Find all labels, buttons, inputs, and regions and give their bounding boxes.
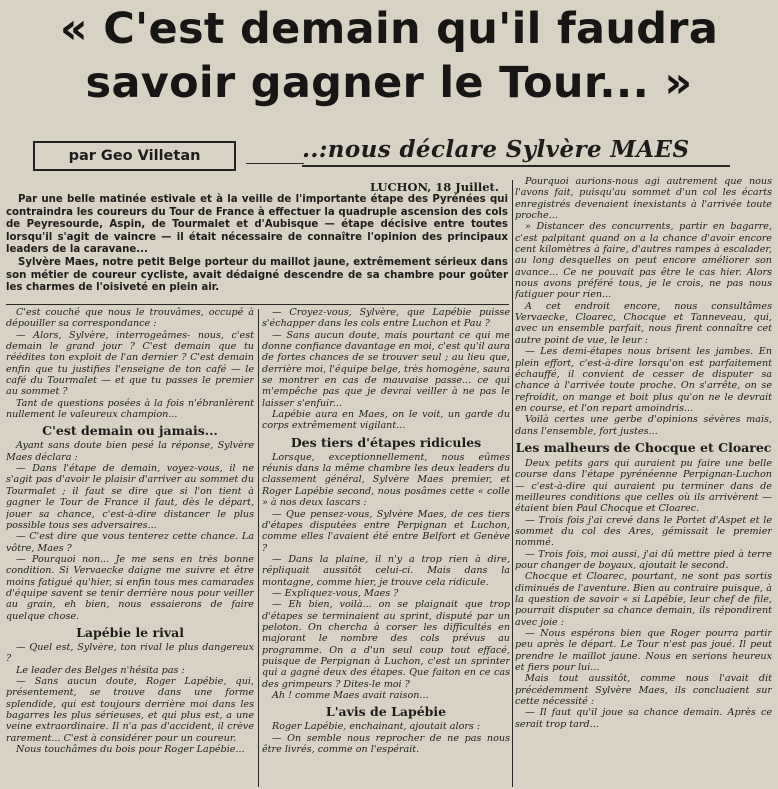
chapo-rule — [6, 304, 509, 305]
paragraph: — Dans l'étape de demain, voyez-vous, il ne s'agit pas d'avoir le plaisir d'arriver au sommet du Tourmalet ; il faut se dire que si l'on tient à gagner le Tour de France il faut, dès le départ, jouer sa chance, c'est-à-dire distancer le plus possible tous ses adversaires... — [6, 463, 254, 531]
paragraph: Pourquoi aurions-nous agi autrement que nous l'avons fait, puisqu'au sommet d'un col les écarts enregistrés devenaient inexistants à l'arrivée toute proche... — [515, 176, 772, 222]
paragraph: — Sans aucun doute, mais pourtant ce qui me donne confiance davantage en moi, c'est qu'il aura de fortes chances de se trouver seul ; au lieu que, derrière moi, l'équipe belge, très homogène, saura se montrer en cas de mauvaise passe... ce qui m'empêche pas que je devrai veiller à ne pas le laisser s'enfuir... — [262, 329, 510, 409]
paragraph: — Quel est, Sylvère, ton rival le plus dangereux ? — [6, 641, 254, 665]
paragraph: — Les demi-étapes nous brisent les jambes. En plein effort, c'est-à-dire lorsqu'on est parfaitement échauffé, il convient de cesser de disputer sa chance à l'arrivée toute proche. On s'arrête, on se refroidit, on mange et boit plus qu'on ne le devrait en course, et l'on repart amoindris... — [515, 346, 772, 414]
paragraph: C'est couché que nous le trouvâmes, occupé à dépouiller sa correspondance : — [6, 307, 254, 330]
paragraph: — Pourquoi non... Je me sens en très bonne condition. Si Vervaecke daigne me suivre et être moins fatigué qu'hier, si enfin tous mes camarades d'équipe savent se tenir derrière nous pour veiller au grain, eh bien, nous essaierons de faire quelque chose. — [6, 553, 254, 622]
paragraph: Ayant sans doute bien pesé la réponse, Sylvère Maes déclara : — [6, 440, 254, 463]
column-2 — [262, 307, 510, 789]
paragraph: — Alors, Sylvère, interrogeâmes- nous, c'est demain le grand jour ? C'est demain que tu réédites ton exploit de l'an dernier ? C'est demain enfin que tu justifies l'enseigne de ton café — le café du Tourmalet — et que tu passes le premier au sommet ? — [6, 329, 254, 398]
headline-line-2: savoir gagner le Tour... » — [85, 58, 693, 108]
section-heading: Lapébie le rival — [76, 624, 184, 640]
paragraph: Mais tout aussitôt, comme nous l'avait dit précédemment Sylvère Maes, ils concluaient sur cette nécessité : — [515, 673, 772, 708]
section-heading: Les malheurs de Chocque et Cloarec — [515, 439, 772, 455]
column-1 — [6, 307, 254, 789]
paragraph: — Expliquez-vous, Maes ? — [272, 587, 399, 599]
paragraph: — Trois fois, moi aussi, j'ai dû mettre pied à terre pour changer de boyaux, ajoutait le second. — [515, 548, 772, 571]
paragraph: — Nous espérons bien que Roger pourra partir peu après le départ. Le Tour n'est pas joué. Il peut prendre le maillot jaune. Nous en serions heureux et fiers pour lui... — [515, 628, 772, 674]
headline-line-1: « C'est demain qu'il faudra — [59, 4, 719, 54]
paragraph: Lapébie aura en Maes, on le voit, un garde du corps extrêmement vigilant... — [262, 409, 510, 432]
column-3 — [515, 176, 772, 789]
paragraph: — Croyez-vous, Sylvère, que Lapébie puisse s'échapper dans les cols entre Luchon et Pau ? — [262, 307, 510, 330]
paragraph: — Dans la plaine, il n'y a trop rien à dire, répliquait aussitôt celui-ci. Mais dans la montagne, comme hier, je trouve cela ridicule. — [262, 553, 510, 588]
section-heading: L'avis de Lapébie — [325, 704, 447, 720]
lead-paragraph — [6, 194, 508, 295]
subtitle: ..:nous déclare Sylvère MAES — [302, 136, 690, 163]
lead-paragraph-1: Par une belle matinée estivale et à la veille de l'importante étape des Pyrénées qui contraindra les coureurs du Tour de France à effectuer la quadruple ascension des cols de Peyresourde, Aspin, de Tourmalet et d'Aubisque — étape décisive entre toutes lorsqu'il s'agit de vaincre — il était nécessaire de connaître l'opinion des principaux leaders de la caravane... — [6, 194, 508, 256]
byline: par Geo Villetan — [33, 141, 236, 171]
column-rule-right — [512, 180, 513, 787]
section-heading: C'est demain ou jamais... — [42, 423, 218, 439]
paragraph: Chocque et Cloarec, pourtant, ne sont pas sortis diminués de l'aventure. Bien au contraire puisque, à la question de savoir « si Lapébie, leur chef de file, pourrait disputer sa chance demain, ils répondirent avec joie : — [515, 571, 772, 628]
paragraph: — Il faut qu'il joue sa chance demain. Après ce serait trop tard... — [515, 707, 772, 730]
paragraph: Ah ! comme Maes avait raison... — [272, 690, 429, 701]
paragraph: Voilà certes une gerbe d'opinions sévères mais, dans l'ensemble, fort justes... — [515, 414, 772, 437]
byline-rule — [246, 163, 304, 164]
paragraph: — Trois fois j'ai crevé dans le Portet d'Aspet et le sommet du col des Ares, gémissait le premier nommé. — [515, 514, 772, 549]
paragraph: » Distancer des concurrents, partir en bagarre, c'est palpitant quand on a la chance d'avoir encore cent kilomètres à faire, d'autres rampes à escalader, au long desquelles on peut encore améliorer son avance... Ce ne pouvait pas être le cas hier. Alors nous avons préféré tous, je le crois, ne pas nous fatiguer pour rien... — [515, 221, 772, 301]
paragraph: A cet endroit encore, nous consultâmes Vervaecke, Cloarec, Chocque et Tanneveau, qui, avec un ensemble parfait, nous firent connaître cet autre point de vue, le leur : — [515, 300, 772, 346]
headline — [0, 2, 778, 110]
paragraph: Roger Lapébie, enchainant, ajoutait alors : — [272, 721, 481, 733]
paragraph: Nous touchâmes du bois pour Roger Lapébie... — [16, 744, 245, 756]
paragraph: — On semble nous reprocher de ne pas nous être livrés, comme on l'espérait. — [262, 732, 510, 756]
column-rule-left — [258, 309, 259, 787]
subtitle-underline — [302, 165, 730, 167]
paragraph: Tant de questions posées à la fois n'ébranlèrent nullement le valeureux champion... — [6, 397, 254, 421]
paragraph: — Que pensez-vous, Sylvère Maes, de ces tiers d'étapes disputées entre Perpignan et Luchon, comme elles l'avaient été entre Belfort et Genève ? — [262, 508, 510, 554]
paragraph: Le leader des Belges n'hésita pas : — [16, 664, 185, 676]
paragraph: — C'est dire que vous tenterez cette chance. La vôtre, Maes ? — [6, 531, 254, 554]
lead-paragraph-2: Sylvère Maes, notre petit Belge porteur du maillot jaune, extrêmement sérieux dans son métier de coureur cycliste, avait dédaigné descendre de sa chambre pour goûter les charmes de l'oisiveté en plein air. — [6, 256, 508, 294]
paragraph: — Sans aucun doute, Roger Lapébie, qui, présentement, se trouve dans une forme splendide, qui est toujours derrière moi dans les bagarres les plus sérieuses, et qui plus est, a une veine extraordinaire. Il n'a pas d'accident, il crève rarement... C'est à considérer pour un coureur. — [6, 675, 254, 744]
paragraph: Deux petits gars qui auraient pu faire une belle course dans l'étape pyrénéenne Perpignan-Luchon — c'est-à-dire qui auraient pu terminer dans de meilleures conditions que celles où ils arrivèrent — étaient bien Paul Chocque et Cloarec. — [515, 457, 772, 515]
paragraph: — Eh bien, voilà... on se plaignait que trop d'étapes se terminaient au sprint, disputé par un peloton. On chercha à corser les difficultés en majorant le nombre des cols prévus au programme. On a d'un seul coup tout effacé, puisque de Perpignan à Luchon, c'est un sprinter qui a gagné deux des étapes. Que faiton en ce cas des grimpeurs ? Dites-le moi ? — [262, 599, 510, 690]
dateline: LUCHON, 18 Juillet. — [370, 180, 499, 194]
section-heading: Des tiers d'étapes ridicules — [290, 434, 482, 450]
paragraph: Lorsque, exceptionnellement, nous eûmes réunis dans la même chambre les deux leaders du classement général, Sylvère Maes premier, et Roger Lapébie second, nous posâmes cette « colle » à nos deux lascars : — [262, 451, 510, 509]
